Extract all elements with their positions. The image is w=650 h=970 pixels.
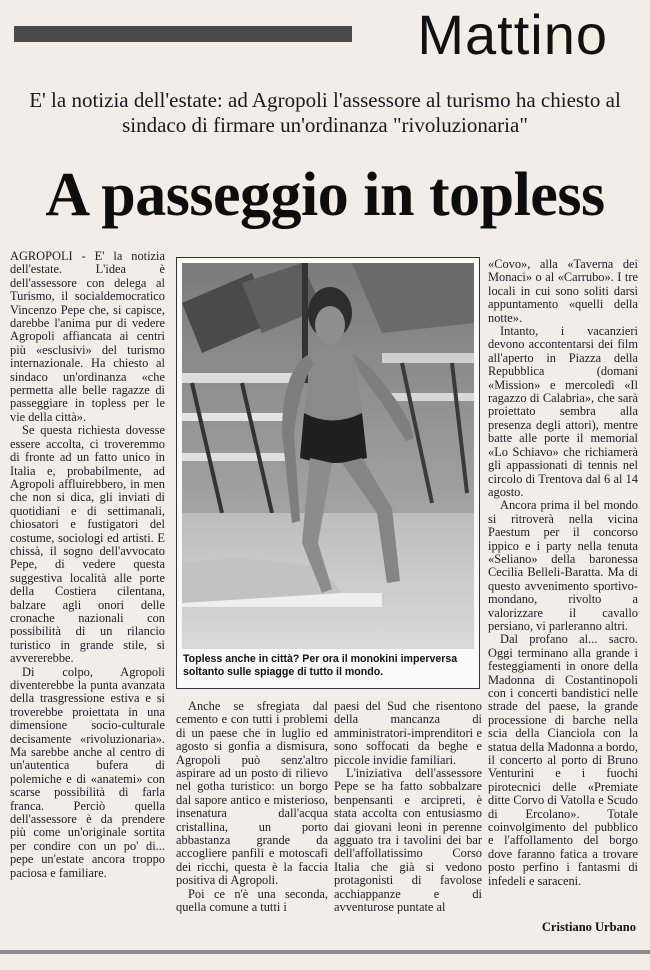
- paragraph: Anche se sfregiata dal cemento e con tutti i problemi di un paese che in luglio ed agosto si gonfia a dismisura, Agropoli può senz'altro aspirare ad un posto di rilievo nel gotha turistico: un borgo dal sapore antico e misterioso, insenatura dall'acqua cristallina, un porto abbastanza grande da accogliere panfili e motoscafi dei ricchi, questa è la faccia positiva di Agropoli.: [176, 700, 328, 888]
- paragraph: Dal profano al... sacro. Oggi terminano alla grande i festeggiamenti in onore della Madonna di Costantinopoli con i concerti bandistici nelle strade del paese, la grande processione di barche nella scia della Cianciola con la statua della Madonna a bordo, il concerto al porto di Bruno Venturini e i fuochi pirotecnici delle «Premiate ditte Corvo di Vatolla e Scudo di Ercolano». Totale coinvolgimento del pubblico e l'affollamento del borgo dove faranno fatica a trovare posto perfino i fantasmi di infedeli e saraceni.: [488, 632, 638, 888]
- article-column-right: [488, 258, 638, 918]
- article-photo: [176, 257, 480, 689]
- article-column-left: [10, 250, 165, 940]
- photo-caption: Topless anche in città? Per ora il monokini imperversa soltanto sulle spiagge di tutto il mondo.: [183, 653, 458, 678]
- paragraph: Poi ce n'è una seconda, quella comune a tutti i: [176, 886, 328, 915]
- paragraph: Di colpo, Agropoli diventerebbe la punta avanzata della trasgressione estiva e si troverebbe proiettata in una dimensione socio-culturale decisamente «rivoluzionaria». Ma sarebbe anche al centro di un'autentica bufera di polemiche e di «anatemi» con scarse possibilità di farla franca. Perciò quella dell'assessore è da prendere più come un'originale sortita per condire con un po' di... pepe un'estate ancora troppo paciosa e familiare.: [10, 664, 165, 880]
- photo-image: [182, 263, 474, 649]
- paragraph: «Covo», alla «Taverna dei Monaci» o al «Carrubo». I tre locali in cui sono soliti darsi appuntamento «quelli della notte».: [488, 258, 638, 325]
- article-column-middle-1: [176, 700, 328, 945]
- article-column-middle-2: [334, 700, 482, 932]
- paragraph: Ancora prima il bel mondo si ritroverà nella vicina Paestum per il concorso ippico e i party nella tenuta «Seliano» della baronessa Cecilia Belleli-Baratta. Ma di questo avvenimento sportivo-mondano, rivolto a valorizzare il cavallo persiano, vi parleranno altri.: [488, 498, 638, 633]
- article-subtitle: E' la notizia dell'estate: ad Agropoli l'assessore al turismo ha chiesto al sindaco di firmare un'ordinanza "rivoluzionaria": [29, 88, 621, 137]
- article-headline: A passeggio in topless: [45, 161, 605, 229]
- masthead-title: Mattino: [417, 3, 608, 66]
- paragraph: AGROPOLI - E' la notizia dell'estate. L'idea è dell'assessore con delega al Turismo, il socialdemocratico Vincenzo Pepe che, si capisce, darebbe l'anima pur di vedere Agropoli affiancata ai centri più «esclusivi» del turismo internazionale. Ha chiesto al sindaco un'ordinanza «che permetta alle belle ragazze di passeggiare in topless per le vie della città».: [10, 250, 165, 424]
- paragraph: L'iniziativa dell'assessore Pepe se ha fatto sobbalzare benpensanti e arcipreti, è stata accolta con entusiasmo dai giovani leoni in perenne agguato tra i tavolini dei bar dell'affollatissimo Corso Italia che già si vedono protagonisti di favolose acchiappanze e di avventurose puntate al: [334, 766, 482, 915]
- paragraph: Intanto, i vacanzieri devono accontentarsi dei film all'aperto in Piazza della Repubblica (domani «Mission» e mercoledì «Il ragazzo di Calabria», che sarà proiettato sembra alla presenza degli attori), mentre batte alle porte il memorial «Lo Schiavo» che richiamerà gli appassionati di tennis nel circolo di Trentova dal 6 al 14 agosto.: [488, 324, 638, 499]
- page-bottom-rule: [0, 950, 650, 954]
- topless-woman-photo: [182, 263, 474, 649]
- masthead-rule: [14, 26, 352, 42]
- article-byline: Cristiano Urbano: [541, 920, 636, 934]
- paragraph: paesi del Sud che risentono della mancanza di amministratori-imprenditori e sono soffocati da beghe e piccole invidie familiari.: [334, 700, 482, 767]
- paragraph: Se questa richiesta dovesse essere accolta, ci troveremmo di fronte ad un fatto unico in Italia e, probabilmente, ad Agropoli affluirebbero, in men che non si dica, gli inviati di quotidiani e di settimanali, chiosatori e fustigatori del costume, sociologi ed artisti. E chissà, il sogno dell'avvocato Pepe, di vedere questa suggestiva località alle porte della Costiera cilentana, balzare agli onori delle cronache nazionali con possibilità di un rilancio turistico in grande stile, si avvererebbe.: [10, 423, 165, 666]
